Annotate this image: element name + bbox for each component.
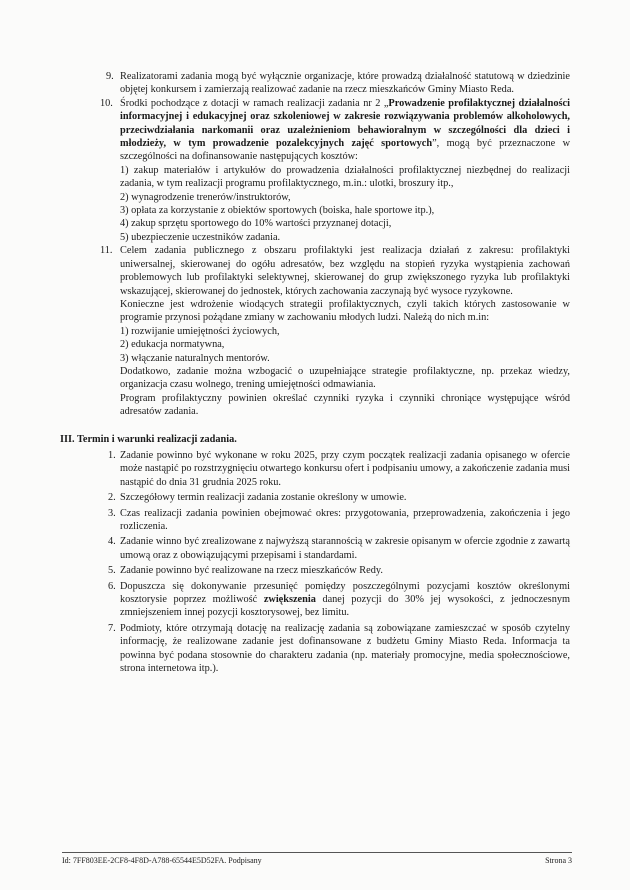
item-number: 11. (100, 245, 113, 257)
item-text: Czas realizacji zadania powinien obejmować okres: przygotowania, przeprowadzenia, zakończenia i jego rozliczenia. (120, 507, 570, 532)
item-number: 4. (108, 536, 116, 548)
item-number: 10. (100, 97, 113, 109)
item-text: Szczegółowy termin realizacji zadania zostanie określony w umowie. (120, 492, 407, 504)
item-lead-text: Dopuszcza się dokonywanie przesunięć pomiędzy poszczególnymi pozycjami kosztów określonymi kosztorysie poprzez możliwość (120, 580, 570, 606)
section-heading: III. Termin i warunki realizacji zadania. (60, 433, 237, 445)
item-text: Realizatorami zadania mogą być wyłącznie organizacje, które prowadzą działalność statutową w dziedzinie objętej konkursem i zamierzają realizować zadanie na rzecz mieszkańców Gminy Miasto Reda. (120, 71, 570, 96)
cost-list-item: 3) opłata za korzystanie z obiektów sportowych (boiska, hale sportowe itp.), (120, 205, 435, 217)
item-number: 2. (108, 492, 116, 504)
list-item-11 (60, 244, 570, 418)
item-paragraph: Program profilaktyczny powinien określać czynniki ryzyka i czynniki chroniące występujące wśród adresatów zadania. (120, 392, 570, 418)
page-number: Strona 3 (545, 856, 572, 865)
document-body (60, 70, 570, 677)
item-tail-text: danej pozycji do 30% jej wysokości, z jednoczesnym zmniejszeniem innej pozycji kosztorysowej, bez limitu. (120, 594, 571, 619)
strategy-list-item: 1) rozwijanie umiejętności życiowych, (120, 325, 280, 337)
item-text (120, 97, 570, 164)
section-item-3 (60, 507, 570, 534)
item-paragraph: Celem zadania publicznego z obszaru profilaktyki jest realizacja działań z zakresu: profilaktyki uniwersalnej, skierowanej do ogółu adresatów, bez względu na stopień ryzyka wystąpienia zachowań problemowych lub profilaktyki selektywnej, skierowanej do grup zwiększonego ryzyka lub profilaktyki wskazującej, skierowanej do jednostek, których zachowania zaczynają być wysoce ryzykowne. (120, 245, 570, 297)
item-text: Podmioty, które otrzymają dotację na realizację zadania są zobowiązane zamieszczać w sposób czytelny informację, że realizowane zadanie jest dofinansowane z budżetu Gminy Miasto Reda. Informacja ta powinna być podana stosownie do charakteru zadania (np. materiały promocyjne, media społecznościowe, strona internetowa itp.). (120, 622, 570, 675)
item-tail-text: ”, mogą być przeznaczone w szczególności na dofinansowanie następujących kosztów: (120, 138, 571, 163)
document-id: Id: 7FF803EE-2CF8-4F8D-A788-65544E5D52FA. Podpisany (62, 856, 262, 865)
item-lead-text: Środki pochodzące z dotacji w ramach realizacji zadania nr 2 „ (120, 97, 389, 109)
page-footer (62, 852, 572, 866)
cost-list-item: 1) zakup materiałów i artykułów do prowadzenia działalności profilaktycznej niezbędnej do realizacji zadania, w tym realizacji programu profilaktycznego, m.in.: ulotki, broszury itp., (120, 164, 570, 190)
item-number: 5. (108, 565, 116, 577)
task-title-bold: Prowadzenie profilaktycznej działalności informacyjnej i edukacyjnej oraz szkoleniowej w zakresie rozwiązywania problemów alkoholowych, przeciwdziałania narkomanii oraz uzależnieniom behawioralnym w szczególności dla dzieci i młodzieży, w tym prowadzenie pozalekcyjnych zajęć sportowych (120, 97, 570, 150)
item-text (120, 580, 570, 620)
item-number: 7. (108, 622, 116, 634)
section-item-5 (60, 564, 570, 577)
item-number: 6. (108, 580, 116, 592)
section-item-4 (60, 535, 570, 562)
item-text: Zadanie powinno być realizowane na rzecz mieszkańców Redy. (120, 565, 383, 577)
cost-list-item: 2) wynagrodzenie trenerów/instruktorów, (120, 191, 291, 203)
item-number: 1. (108, 449, 116, 461)
item-number: 9. (106, 71, 114, 82)
item-number: 3. (108, 507, 116, 519)
item-paragraph: Konieczne jest wdrożenie wiodących strategii profilaktycznych, czyli takich których zastosowanie w programie przynosi pożądane zmiany w zachowaniu młodych ludzi. Należą do nich m.in: (120, 298, 570, 324)
item-paragraph: Dodatkowo, zadanie można wzbogacić o uzupełniające strategie profilaktyczne, np. przekaz wiedzy, organizacja czasu wolnego, trening umiejętności odmawiania. (120, 365, 570, 391)
section-item-1 (60, 449, 570, 489)
section-item-2 (60, 491, 570, 504)
section-item-6 (60, 580, 570, 620)
item-text: Zadanie winno być zrealizowane z najwyższą starannością w zakresie opisanym w ofercie zgodnie z zawartą umową oraz z obowiązującymi przepisami i standardami. (120, 536, 570, 561)
cost-list (120, 164, 570, 244)
list-item-10 (60, 97, 570, 244)
section-item-7 (60, 622, 570, 676)
emphasis-bold: zwiększenia (263, 594, 316, 606)
item-text: Zadanie powinno być wykonane w roku 2025, przy czym początek realizacji zadania opisanego w ofercie może nastąpić po rozstrzygnięciu otwartego konkursu ofert i podpisaniu umowy, a zakończenie zadania musi nastąpić do dnia 31 grudnia 2025 roku. (120, 449, 570, 488)
strategy-list (120, 325, 570, 365)
list-item-9 (60, 70, 570, 97)
strategy-list-item: 3) włączanie naturalnych mentorów. (120, 352, 270, 364)
cost-list-item: 4) zakup sprzętu sportowego do 10% wartości przyznanej dotacji, (120, 218, 392, 230)
strategy-list-item: 2) edukacja normatywna, (120, 339, 225, 351)
cost-list-item: 5) ubezpieczenie uczestników zadania. (120, 231, 281, 243)
